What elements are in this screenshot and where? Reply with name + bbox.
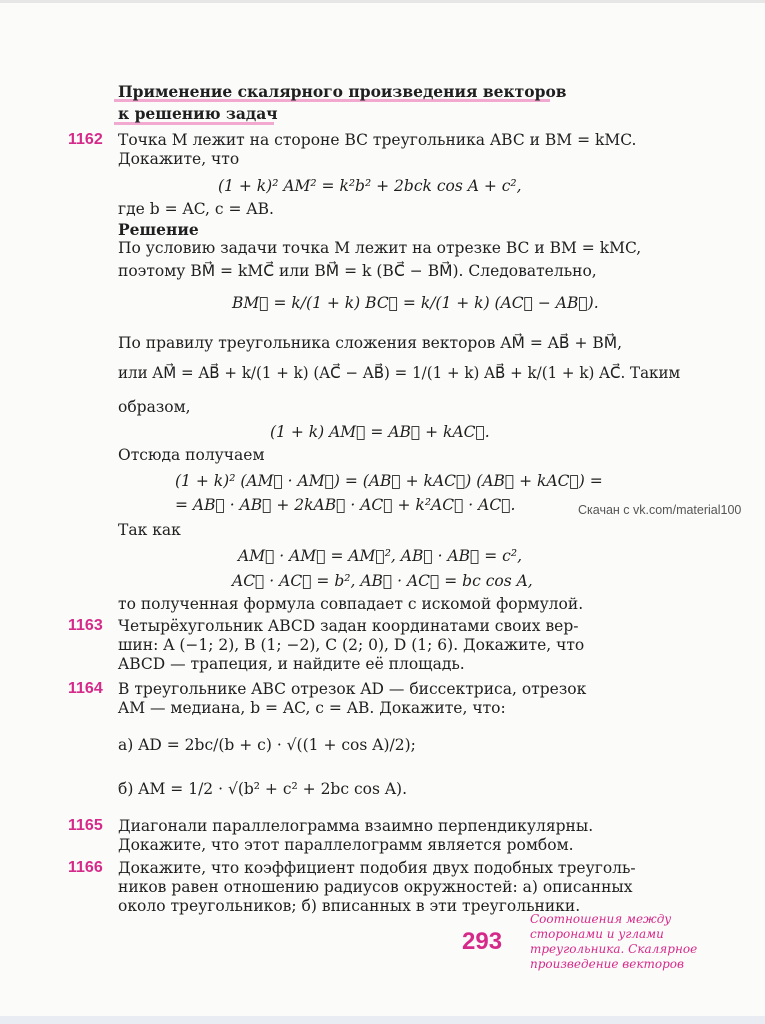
solution-formula: (1 + k)² (AM⃗ · AM⃗) = (AB⃗ + kAC⃗) (AB⃗ + kAC⃗) = bbox=[175, 472, 603, 490]
solution-formula: AC⃗ · AC⃗ = b², AB⃗ · AC⃗ = bc cos A, bbox=[232, 572, 533, 590]
problem-number-1165: 1165 bbox=[68, 817, 103, 834]
watermark-text: Скачан с vk.com/material100 bbox=[578, 503, 742, 517]
running-title-line: треугольника. Скалярное bbox=[530, 942, 698, 956]
solution-formula: = AB⃗ · AB⃗ + 2kAB⃗ · AC⃗ + k²AC⃗ · AC⃗. bbox=[175, 496, 516, 514]
running-title-line: Соотношения между bbox=[530, 912, 672, 926]
solution-line: Отсюда получаем bbox=[118, 446, 265, 464]
problem-1164-line: AM — медиана, b = AC, c = AB. Докажите, что: bbox=[118, 699, 506, 717]
problem-1166-line: около треугольников; б) вписанных в эти треугольники. bbox=[118, 897, 581, 915]
problem-number-1162: 1162 bbox=[68, 131, 103, 148]
solution-label: Решение bbox=[118, 220, 199, 239]
solution-line: или AM⃗ = AB⃗ + k/(1 + k) (AC⃗ − AB⃗) = 1/(1 + k) AB⃗ + k/(1 + k) AC⃗. Таким bbox=[118, 364, 681, 382]
page-number: 293 bbox=[462, 928, 503, 955]
problem-1164-part-a: а) AD = 2bc/(b + c) · √((1 + cos A)/2); bbox=[118, 736, 416, 754]
solution-line: По правилу треугольника сложения векторов AM⃗ = AB⃗ + BM⃗, bbox=[118, 334, 623, 352]
problem-1162-line: Докажите, что bbox=[118, 150, 240, 168]
problem-1166-line: Докажите, что коэффициент подобия двух подобных треуголь- bbox=[118, 859, 636, 877]
problem-number-1164: 1164 bbox=[68, 680, 103, 697]
running-title-line: произведение векторов bbox=[530, 957, 684, 971]
problem-number-1163: 1163 bbox=[68, 617, 103, 634]
solution-line: Так как bbox=[118, 521, 181, 539]
problem-number-1166: 1166 bbox=[68, 859, 103, 876]
solution-formula: BM⃗ = k/(1 + k) BC⃗ = k/(1 + k) (AC⃗ − AB⃗). bbox=[232, 294, 599, 312]
problem-1165-line: Докажите, что этот параллелограмм является ромбом. bbox=[118, 836, 574, 854]
problem-1166-line: ников равен отношению радиусов окружностей: а) описанных bbox=[118, 878, 633, 896]
running-title-line: сторонами и углами bbox=[530, 927, 664, 941]
section-title-line-1: Применение скалярного произведения векторов bbox=[118, 82, 567, 101]
problem-1163-line: шин: A (−1; 2), B (1; −2), C (2; 0), D (1; 6). Докажите, что bbox=[118, 636, 585, 654]
problem-1163-line: Четырёхугольник ABCD задан координатами своих вер- bbox=[118, 617, 579, 635]
solution-formula: AM⃗ · AM⃗ = AM⃗², AB⃗ · AB⃗ = c², bbox=[238, 547, 523, 565]
problem-1164-line: В треугольнике ABC отрезок AD — биссектриса, отрезок bbox=[118, 680, 587, 698]
problem-1162-line: где b = AC, c = AB. bbox=[118, 200, 274, 218]
solution-formula: (1 + k) AM⃗ = AB⃗ + kAC⃗. bbox=[270, 423, 490, 441]
problem-1162-formula: (1 + k)² AM² = k²b² + 2bck cos A + c², bbox=[218, 177, 522, 195]
problem-1163-line: ABCD — трапеция, и найдите её площадь. bbox=[118, 655, 465, 673]
solution-line: то полученная формула совпадает с искомой формулой. bbox=[118, 595, 584, 613]
running-title bbox=[530, 912, 720, 972]
bottom-band bbox=[0, 1016, 765, 1024]
problem-1164-part-b: б) AM = 1/2 · √(b² + c² + 2bc cos A). bbox=[118, 780, 408, 798]
solution-line: поэтому BM⃗ = kMC⃗ или BM⃗ = k (BC⃗ − BM⃗). Следовательно, bbox=[118, 262, 597, 280]
top-border bbox=[0, 0, 765, 3]
solution-line: По условию задачи точка M лежит на отрезке BC и BM = kMC, bbox=[118, 239, 642, 257]
solution-line: образом, bbox=[118, 398, 191, 416]
problem-1162-line: Точка M лежит на стороне BC треугольника ABC и BM = kMC. bbox=[118, 131, 637, 149]
section-title-line-2: к решению задач bbox=[118, 104, 278, 123]
problem-1165-line: Диагонали параллелограмма взаимно перпендикулярны. bbox=[118, 817, 594, 835]
